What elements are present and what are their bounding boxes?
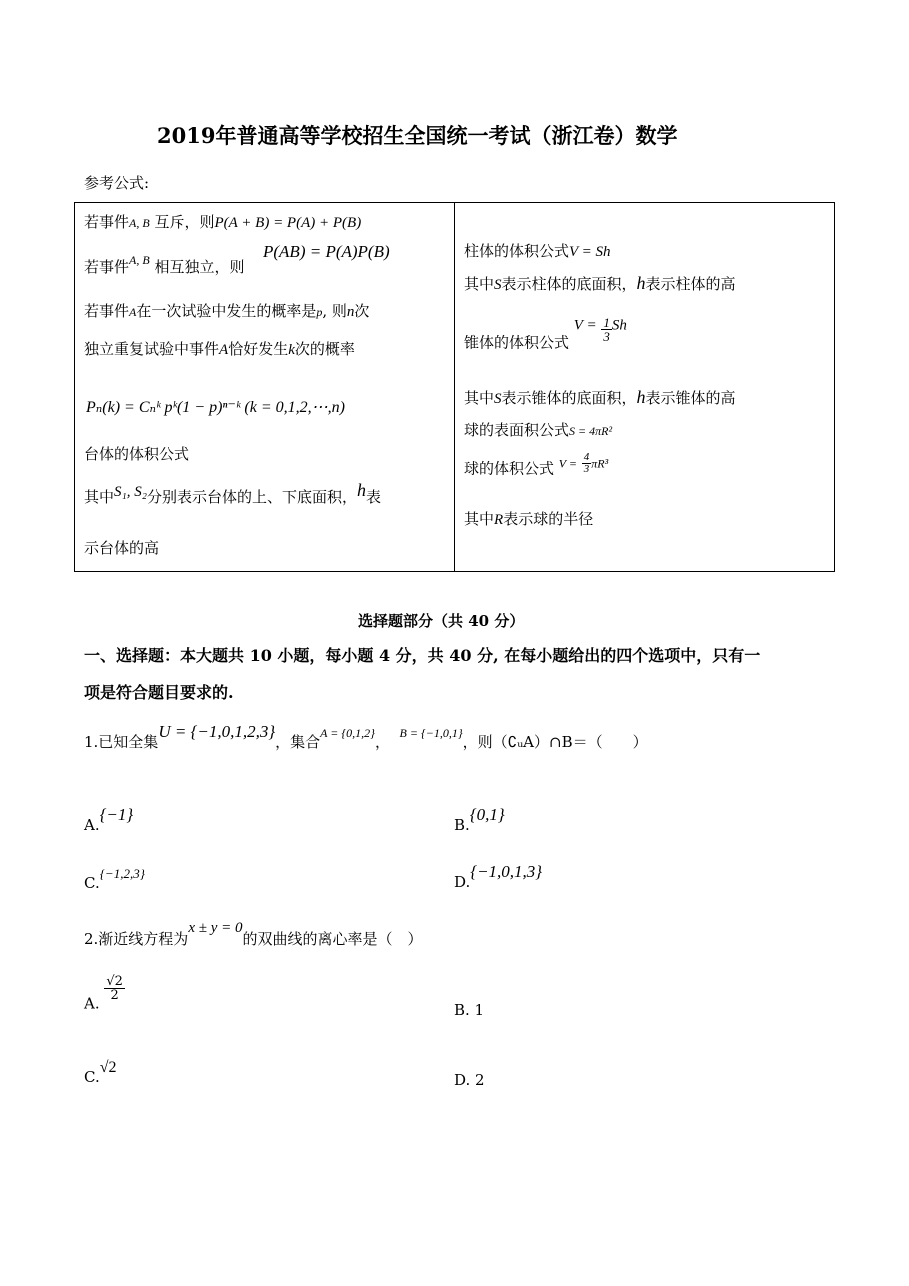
part1-instructions-line2: 项是符合题目要求的. — [84, 683, 234, 702]
q2a-frac-num: √2 — [106, 974, 123, 989]
q1-option-b[interactable]: B.{0,1} — [454, 805, 505, 834]
table-divider — [454, 202, 455, 572]
question-2-stem: 2.渐近线方程为x ± y = 0的双曲线的离心率是（ ） — [84, 920, 423, 948]
page-title: 2019年普通高等学校招生全国统一考试（浙江卷）数学 — [157, 123, 678, 148]
q2-option-b[interactable]: B. 1 — [454, 1001, 485, 1019]
frustum-note-line2: 示台体的高 — [84, 539, 160, 557]
part1-instructions-line1: 一、选择题：本大题共 10 小题，每小题 4 分，共 40 分, 在每小题给出的四个选项中，只有一 — [84, 646, 761, 665]
formula-bernoulli-line1: 若事件A在一次试验中发生的概率是p, 则n次 — [84, 302, 370, 320]
prism-volume: 柱体的体积公式V = Sh — [464, 242, 611, 260]
formula-independent: P(AB) = P(A)P(B) — [263, 242, 390, 261]
reference-label: 参考公式: — [84, 174, 150, 192]
cone-volume: 锥体的体积公式 V = $\frac{1}{3}$ Sh — [464, 315, 627, 352]
sphere-surface: 球的表面积公式S = 4πR² — [464, 421, 613, 439]
sphere-frac-den: 3 — [583, 463, 590, 475]
cone-note: 其中S表示锥体的底面积，h表示锥体的高 — [464, 387, 736, 407]
sphere-frac-num: 4 — [583, 451, 590, 463]
q1-option-d[interactable]: D.{−1,0,1,3} — [454, 862, 543, 891]
q2-option-c[interactable]: C.√2 — [84, 1059, 117, 1086]
frustum-label: 台体的体积公式 — [84, 445, 190, 463]
sphere-volume: 球的体积公式 V = $\frac{4}{3}$ πR³ — [464, 451, 609, 478]
q2-option-a[interactable]: A. $\frac{√2}{2}$ — [84, 974, 123, 1013]
formula-bernoulli-line2: 独立重复试验中事件A恰好发生k次的概率 — [84, 340, 355, 358]
q1-option-c[interactable]: C.{−1,2,3} — [84, 866, 145, 892]
q2-option-d[interactable]: D. 2 — [454, 1071, 485, 1089]
cone-frac-den: 3 — [603, 329, 610, 344]
formula-mutually-exclusive: 若事件A, B 互斥，则P(A + B) = P(A) + P(B) — [84, 213, 362, 231]
q2a-frac-den: 2 — [110, 988, 119, 1003]
sphere-note: 其中R表示球的半径 — [464, 510, 594, 528]
cone-frac-num: 1 — [603, 315, 610, 330]
frustum-note-line1: 其中S₁, S₂分别表示台体的上、下底面积，h表 — [84, 480, 381, 506]
q1-option-a[interactable]: A.{−1} — [84, 805, 134, 834]
formula-independent-label: 若事件$^{A, B}$ 相互独立，则 — [84, 253, 245, 276]
prism-note: 其中S表示柱体的底面积，h表示柱体的高 — [464, 273, 736, 293]
section-title: 选择题部分（共 40 分） — [358, 612, 525, 630]
question-1-stem: 1.已知全集U = {−1,0,1,2,3}，集合A = {0,1,2}， B = {−1,0,1}，则（∁ᵤA）∩B＝（ ） — [84, 722, 648, 751]
formula-bernoulli: Pₙ(k) = Cₙᵏ pᵏ(1 − p)ⁿ⁻ᵏ (k = 0,1,2,⋯,n) — [86, 399, 345, 416]
